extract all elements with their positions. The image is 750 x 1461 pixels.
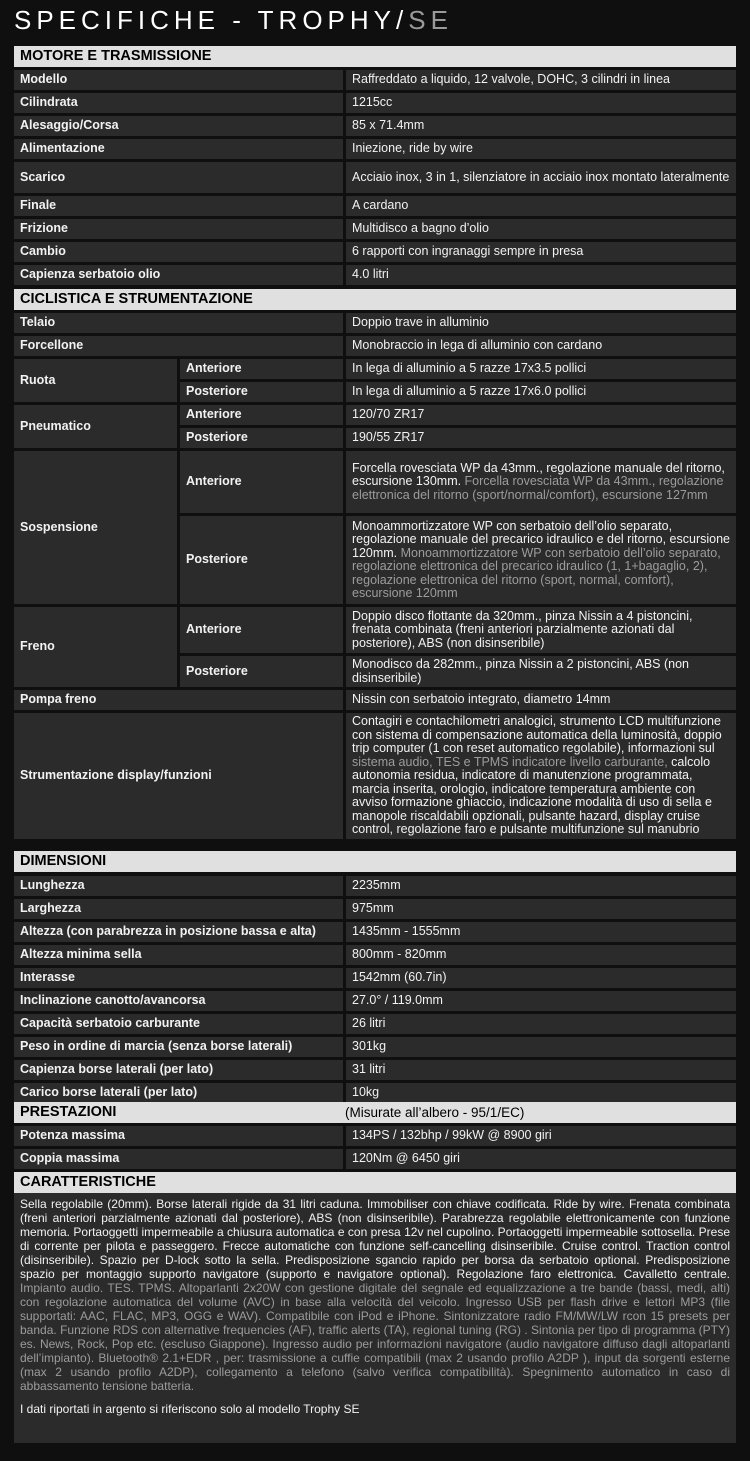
chassis-table	[14, 313, 736, 839]
row-value: Doppio disco flottante da 320mm., pinza Nissin a 4 pistoncini, frenata combinata (freni anteriori parzialmente azionati dal posteriore), ABS (non disinseribile)	[346, 607, 736, 653]
value-text: calcolo autonomia residua, indicatore di manutenzione programmata, marcia inserita, orologio, indicatore temperatura ambiente con avviso formazione ghiaccio, indicazione modalità di uso di sella e manopole riscaldabili opzionali, pulsante hazard, display cruise control, regolazione faro e pulsante multifunzione sul manubrio	[352, 754, 712, 837]
features-block	[14, 1193, 736, 1443]
row-label: Capienza serbatoio olio	[14, 265, 343, 285]
row-label: Potenza massima	[14, 1126, 343, 1146]
row-label: Cambio	[14, 242, 343, 262]
dimensions-table	[14, 876, 736, 1103]
value-text-se: Monoammortizzatore WP con serbatoio dell’olio separato, regolazione elettronica del precarico idraulico (1, 1+bagaglio, 2), regolazione elettronica del ritorno (sport, normal, comfort), escursione 120mm	[352, 545, 721, 600]
sub-label: Posteriore	[180, 516, 343, 604]
section-dimensions-header	[14, 851, 736, 872]
row-label: Forcellone	[14, 336, 343, 356]
row-value: 1542mm (60.7in)	[346, 968, 736, 988]
performance-note: (Misurate all’albero - 95/1/EC)	[345, 1105, 525, 1120]
sub-label: Posteriore	[180, 382, 343, 402]
section-title: DIMENSIONI	[20, 853, 107, 869]
row-label: Interasse	[14, 968, 343, 988]
section-title: PRESTAZIONI	[20, 1104, 117, 1120]
performance-table	[14, 1126, 736, 1169]
row-value: 85 x 71.4mm	[346, 116, 736, 136]
row-value	[346, 713, 736, 839]
row-value: 190/55 ZR17	[346, 428, 736, 448]
row-label: Altezza (con parabrezza in posizione bassa e alta)	[14, 922, 343, 942]
row-value: In lega di alluminio a 5 razze 17x3.5 pollici	[346, 359, 736, 379]
row-value: Monodisco da 282mm., pinza Nissin a 2 pistoncini, ABS (non disinseribile)	[346, 656, 736, 687]
row-label: Finale	[14, 196, 343, 216]
row-value	[346, 451, 736, 513]
row-label: Frizione	[14, 219, 343, 239]
row-value: Doppio trave in alluminio	[346, 313, 736, 333]
section-title: CARATTERISTICHE	[20, 1174, 156, 1190]
sub-label: Anteriore	[180, 607, 343, 653]
row-label: Altezza minima sella	[14, 945, 343, 965]
row-value: Nissin con serbatoio integrato, diametro 14mm	[346, 690, 736, 710]
value-text: Contagiri e contachilometri analogici, strumento LCD multifunzione con sistema di compensazione automatica della luminosità, doppio trip computer (1 con reset automatico regolabile), informazioni sul	[352, 714, 722, 756]
section-title: MOTORE E TRASMISSIONE	[20, 48, 212, 64]
section-performance-header	[14, 1102, 736, 1123]
row-label: Lunghezza	[14, 876, 343, 896]
row-value: 975mm	[346, 899, 736, 919]
title-main: SPECIFICHE - TROPHY/	[14, 5, 409, 35]
value-text: Forcella rovesciata WP da 43mm., regolazione manuale del ritorno, escursione 130mm.	[352, 460, 725, 489]
row-value	[346, 516, 736, 604]
section-features-header	[14, 1172, 736, 1193]
row-value: 26 litri	[346, 1014, 736, 1034]
row-label: Pompa freno	[14, 690, 343, 710]
sub-label: Anteriore	[180, 359, 343, 379]
features-text-se: Impianto audio. TES. TPMS. Altoparlanti 2x20W con gestione digitale del segnale ed equalizzazione a tre bande (bassi, medi, alti) con regolazione automatica del volume (AVC) in base alla velocità del veicolo. Ingresso USB per flash drive e lettori MP3 (file supportati: AAC, FLAC, MP3, OGG e WAV). Compatibile con iPod e iPhone. Sintonizzatore radio FM/MW/LW rcon 15 presets per banda. Funzione RDS con alternative frequencies (AF), traffic alerts (TA), regional tuning (RG) . Sintonia per tipo di programma (PTY) es. News, Rock, Pop etc. (escluso Giappone). Ingresso audio per informazioni navigatore (audio navigatore diffuso dagli altoparlanti dell’impianto). Bluetooth® 2.1+EDR , per: trasmissione a cuffie compatibili (max 2 usando profilo A2DP ), input da sorgenti esterne (max 2 usando profilo A2DP), collegamento a telefono (salvo verifica compatibilità). Spegnimento automatico in caso di abbassamento tensione batteria.	[20, 1281, 730, 1393]
row-label: Cilindrata	[14, 93, 343, 113]
value-text-se: sistema audio, TES e TPMS indicatore livello carburante,	[352, 754, 668, 769]
row-label: Modello	[14, 70, 343, 90]
row-label: Capienza borse laterali (per lato)	[14, 1060, 343, 1080]
row-value: 1435mm - 1555mm	[346, 922, 736, 942]
row-label: Sospensione	[14, 451, 177, 604]
row-value: 4.0 litri	[346, 265, 736, 285]
row-value: 10kg	[346, 1083, 736, 1103]
row-label: Coppia massima	[14, 1149, 343, 1169]
row-value: 1215cc	[346, 93, 736, 113]
row-label: Alesaggio/Corsa	[14, 116, 343, 136]
row-label: Carico borse laterali (per lato)	[14, 1083, 343, 1103]
value-text: Monoammortizzatore WP con serbatoio dell’olio separato, regolazione manuale del precarico idraulico e del ritorno, escursione 120mm.	[352, 518, 730, 560]
row-value: 301kg	[346, 1037, 736, 1057]
row-label: Capacità serbatoio carburante	[14, 1014, 343, 1034]
features-text	[20, 1197, 730, 1393]
row-label: Freno	[14, 607, 177, 687]
value-text-se: Forcella rovesciata WP da 43mm., regolazione elettronica del ritorno (sport/normal/comfort), escursione 127mm	[352, 474, 724, 502]
row-label: Scarico	[14, 162, 343, 193]
section-engine-header	[14, 46, 736, 67]
row-label: Strumentazione display/funzioni	[14, 713, 343, 839]
row-value: Raffreddato a liquido, 12 valvole, DOHC, 3 cilindri in linea	[346, 70, 736, 90]
row-label: Telaio	[14, 313, 343, 333]
section-chassis-header	[14, 289, 736, 310]
row-value: 120Nm @ 6450 giri	[346, 1149, 736, 1169]
row-value: 134PS / 132bhp / 99kW @ 8900 giri	[346, 1126, 736, 1146]
row-value: 2235mm	[346, 876, 736, 896]
row-value: Monobraccio in lega di alluminio con cardano	[346, 336, 736, 356]
engine-table	[14, 70, 736, 285]
row-value: 6 rapporti con ingranaggi sempre in presa	[346, 242, 736, 262]
row-value: 800mm - 820mm	[346, 945, 736, 965]
row-value: Acciaio inox, 3 in 1, silenziatore in acciaio inox montato lateralmente	[346, 162, 736, 193]
title-suffix: SE	[408, 5, 453, 35]
row-label: Pneumatico	[14, 405, 177, 448]
section-title: CICLISTICA E STRUMENTAZIONE	[20, 291, 253, 307]
row-value: In lega di alluminio a 5 razze 17x6.0 pollici	[346, 382, 736, 402]
silver-note: I dati riportati in argento si riferiscono solo al modello Trophy SE	[20, 1402, 360, 1416]
row-value: Iniezione, ride by wire	[346, 139, 736, 159]
sub-label: Posteriore	[180, 656, 343, 687]
row-label: Alimentazione	[14, 139, 343, 159]
row-value: A cardano	[346, 196, 736, 216]
features-text-standard: Sella regolabile (20mm). Borse laterali rigide da 31 litri caduna. Immobiliser con chiave codificata. Ride by wire. Frenata combinata (freni anteriori parzialmente azionati dal posteriore), ABS (non disinseribile). Parabrezza regolabile elettronicamente con funzione memoria. Portaoggetti impermeabile a chiusura automatica e con presa 12v nel cupolino. Portaoggetti impermeabile sottosella. Prese di corrente per pilota e passeggero. Frecce automatiche con funzione self-cancelling disinseribile. Cruise control. Traction control (disinseribile). Spazio per D-lock sotto la sella. Predisposizione sgancio rapido per borsa da serbatoio optional. Predisposizione spazio per montaggio supporto navigatore (supporto e navigatore optional). Regolazione faro elettronica. Cavalletto centrale.	[20, 1197, 730, 1281]
row-label: Ruota	[14, 359, 177, 402]
sub-label: Anteriore	[180, 405, 343, 425]
sub-label: Anteriore	[180, 451, 343, 513]
row-value: 31 litri	[346, 1060, 736, 1080]
row-label: Inclinazione canotto/avancorsa	[14, 991, 343, 1011]
sub-label: Posteriore	[180, 428, 343, 448]
row-label: Larghezza	[14, 899, 343, 919]
page-title	[14, 2, 453, 38]
row-label: Peso in ordine di marcia (senza borse laterali)	[14, 1037, 343, 1057]
row-value: 27.0° / 119.0mm	[346, 991, 736, 1011]
row-value: Multidisco a bagno d’olio	[346, 219, 736, 239]
row-value: 120/70 ZR17	[346, 405, 736, 425]
